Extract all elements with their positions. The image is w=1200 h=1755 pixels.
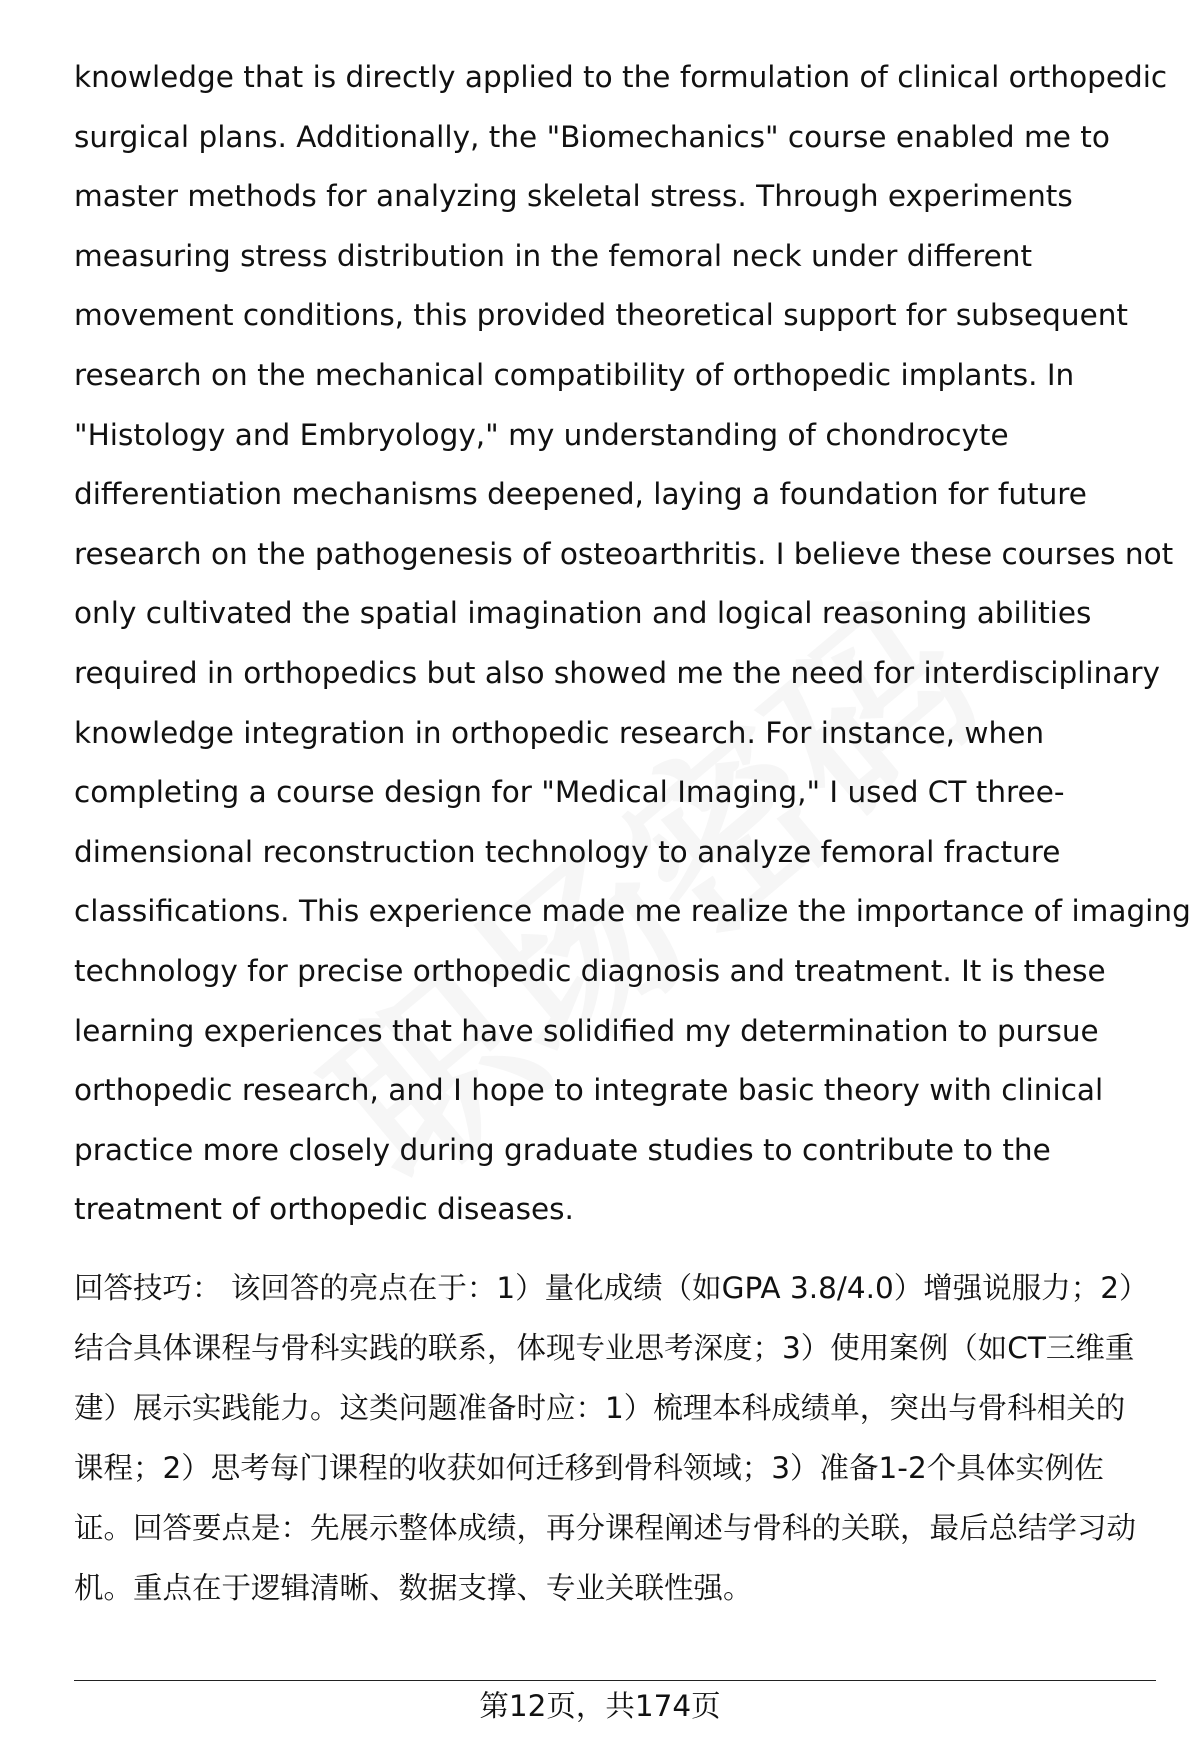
body-line: dimensional reconstruction technology to analyze femoral fracture [74,834,1061,869]
body-line: treatment of orthopedic diseases. [74,1192,574,1227]
tips-line: 结合具体课程与骨科实践的联系，体现专业思考深度；3）使用案例（如CT三维重 [74,1331,1135,1365]
body-line: surgical plans. Additionally, the "Biomechanics" course enabled me to [74,119,1110,154]
tips-line: 证。回答要点是：先展示整体成绩，再分课程阐述与骨科的关联，最后总结学习动 [74,1511,1137,1545]
body-line: completing a course design for "Medical Imaging," I used CT three- [74,775,1065,810]
body-line: classifications. This experience made me realize the importance of imaging [74,894,1191,929]
answer-tips [74,1258,1154,1618]
tips-line: 回答技巧： 该回答的亮点在于：1）量化成绩（如GPA 3.8/4.0）增强说服力；2） [74,1271,1149,1305]
body-line: learning experiences that have solidified my determination to pursue [74,1013,1099,1048]
body-line: only cultivated the spatial imagination and logical reasoning abilities [74,596,1092,631]
body-line: research on the mechanical compatibility of orthopedic implants. In [74,357,1075,392]
body-line: measuring stress distribution in the femoral neck under different [74,238,1033,273]
body-line: technology for precise orthopedic diagnosis and treatment. It is these [74,953,1106,988]
body-line: differentiation mechanisms deepened, laying a foundation for future [74,477,1087,512]
body-line: knowledge that is directly applied to the formulation of clinical orthopedic [74,60,1168,94]
body-line: research on the pathogenesis of osteoarthritis. I believe these courses not [74,536,1174,571]
body-line: master methods for analyzing skeletal stress. Through experiments [74,179,1073,214]
tips-line: 建）展示实践能力。这类问题准备时应：1）梳理本科成绩单，突出与骨科相关的 [74,1391,1126,1425]
body-text [74,48,1191,1240]
body-line: orthopedic research, and I hope to integrate basic theory with clinical [74,1073,1104,1108]
body-line: knowledge integration in orthopedic research. For instance, when [74,715,1045,750]
body-line: "Histology and Embryology," my understanding of chondrocyte [74,417,1009,452]
body-line: practice more closely during graduate studies to contribute to the [74,1132,1051,1167]
tips-line: 机。重点在于逻辑清晰、数据支撑、专业关联性强。 [74,1571,753,1605]
body-line: movement conditions, this provided theoretical support for subsequent [74,298,1128,333]
tips-line: 课程；2）思考每门课程的收获如何迁移到骨科领域；3）准备1-2个具体实例佐 [74,1451,1104,1485]
footer-divider [74,1680,1156,1681]
body-line: required in orthopedics but also showed me the need for interdisciplinary [74,655,1160,690]
page-number: 第12页，共174页 [479,1689,721,1723]
